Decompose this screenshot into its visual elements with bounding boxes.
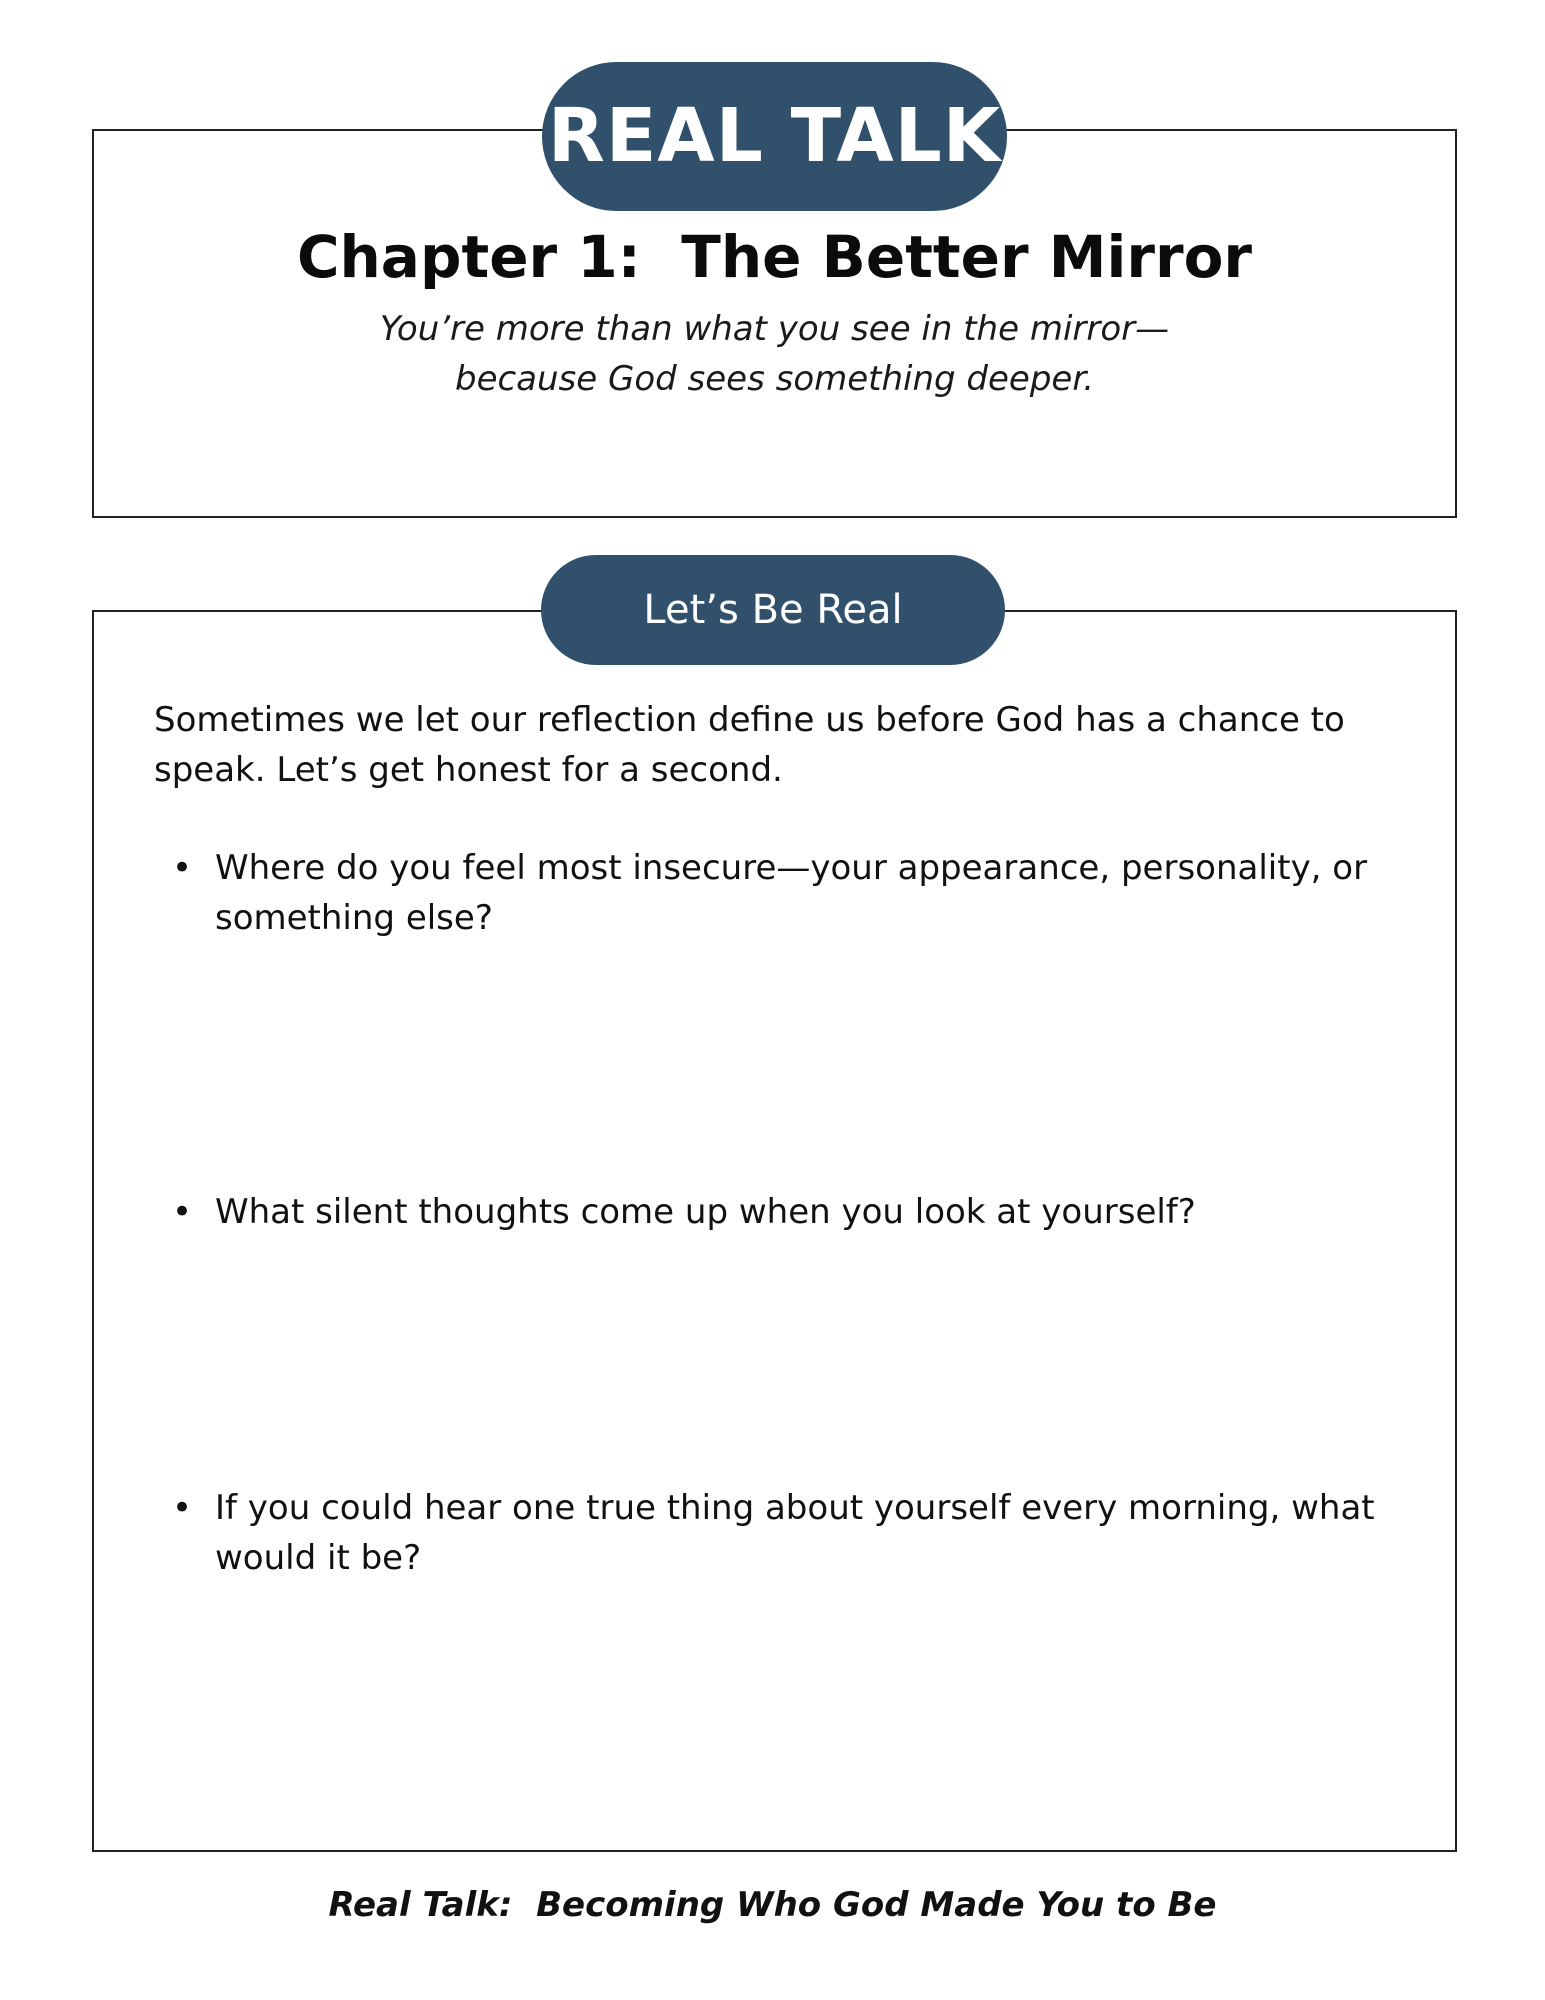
bullet-icon: • — [172, 848, 193, 888]
section-intro-line: speak. Let’s get honest for a second. — [154, 750, 783, 790]
bullet-icon: • — [172, 1192, 193, 1232]
section-intro — [154, 695, 1404, 795]
chapter-title: Chapter 1: The Better Mirror — [296, 223, 1253, 291]
section-intro-line: Sometimes we let our reflection define us before God has a chance to — [154, 700, 1345, 740]
question-text — [215, 1187, 1395, 1237]
question-line: something else? — [215, 898, 493, 938]
question-text — [215, 843, 1395, 943]
question-line: If you could hear one true thing about yourself every morning, what — [215, 1488, 1375, 1528]
question-line: What silent thoughts come up when you look at yourself? — [215, 1192, 1196, 1232]
question-text — [215, 1483, 1395, 1583]
real-talk-badge: REAL TALK — [542, 62, 1007, 211]
chapter-subtitle — [92, 304, 1457, 404]
question-line: would it be? — [215, 1538, 422, 1578]
section-heading-badge: Let’s Be Real — [541, 555, 1005, 665]
chapter-subtitle-line: because God sees something deeper. — [454, 359, 1095, 399]
bullet-icon: • — [172, 1488, 193, 1528]
footer-title: Real Talk: Becoming Who God Made You to Be — [328, 1885, 1217, 1925]
chapter-subtitle-line: You’re more than what you see in the mirror— — [379, 309, 1170, 349]
question-line: Where do you feel most insecure—your appearance, personality, or — [215, 848, 1368, 888]
